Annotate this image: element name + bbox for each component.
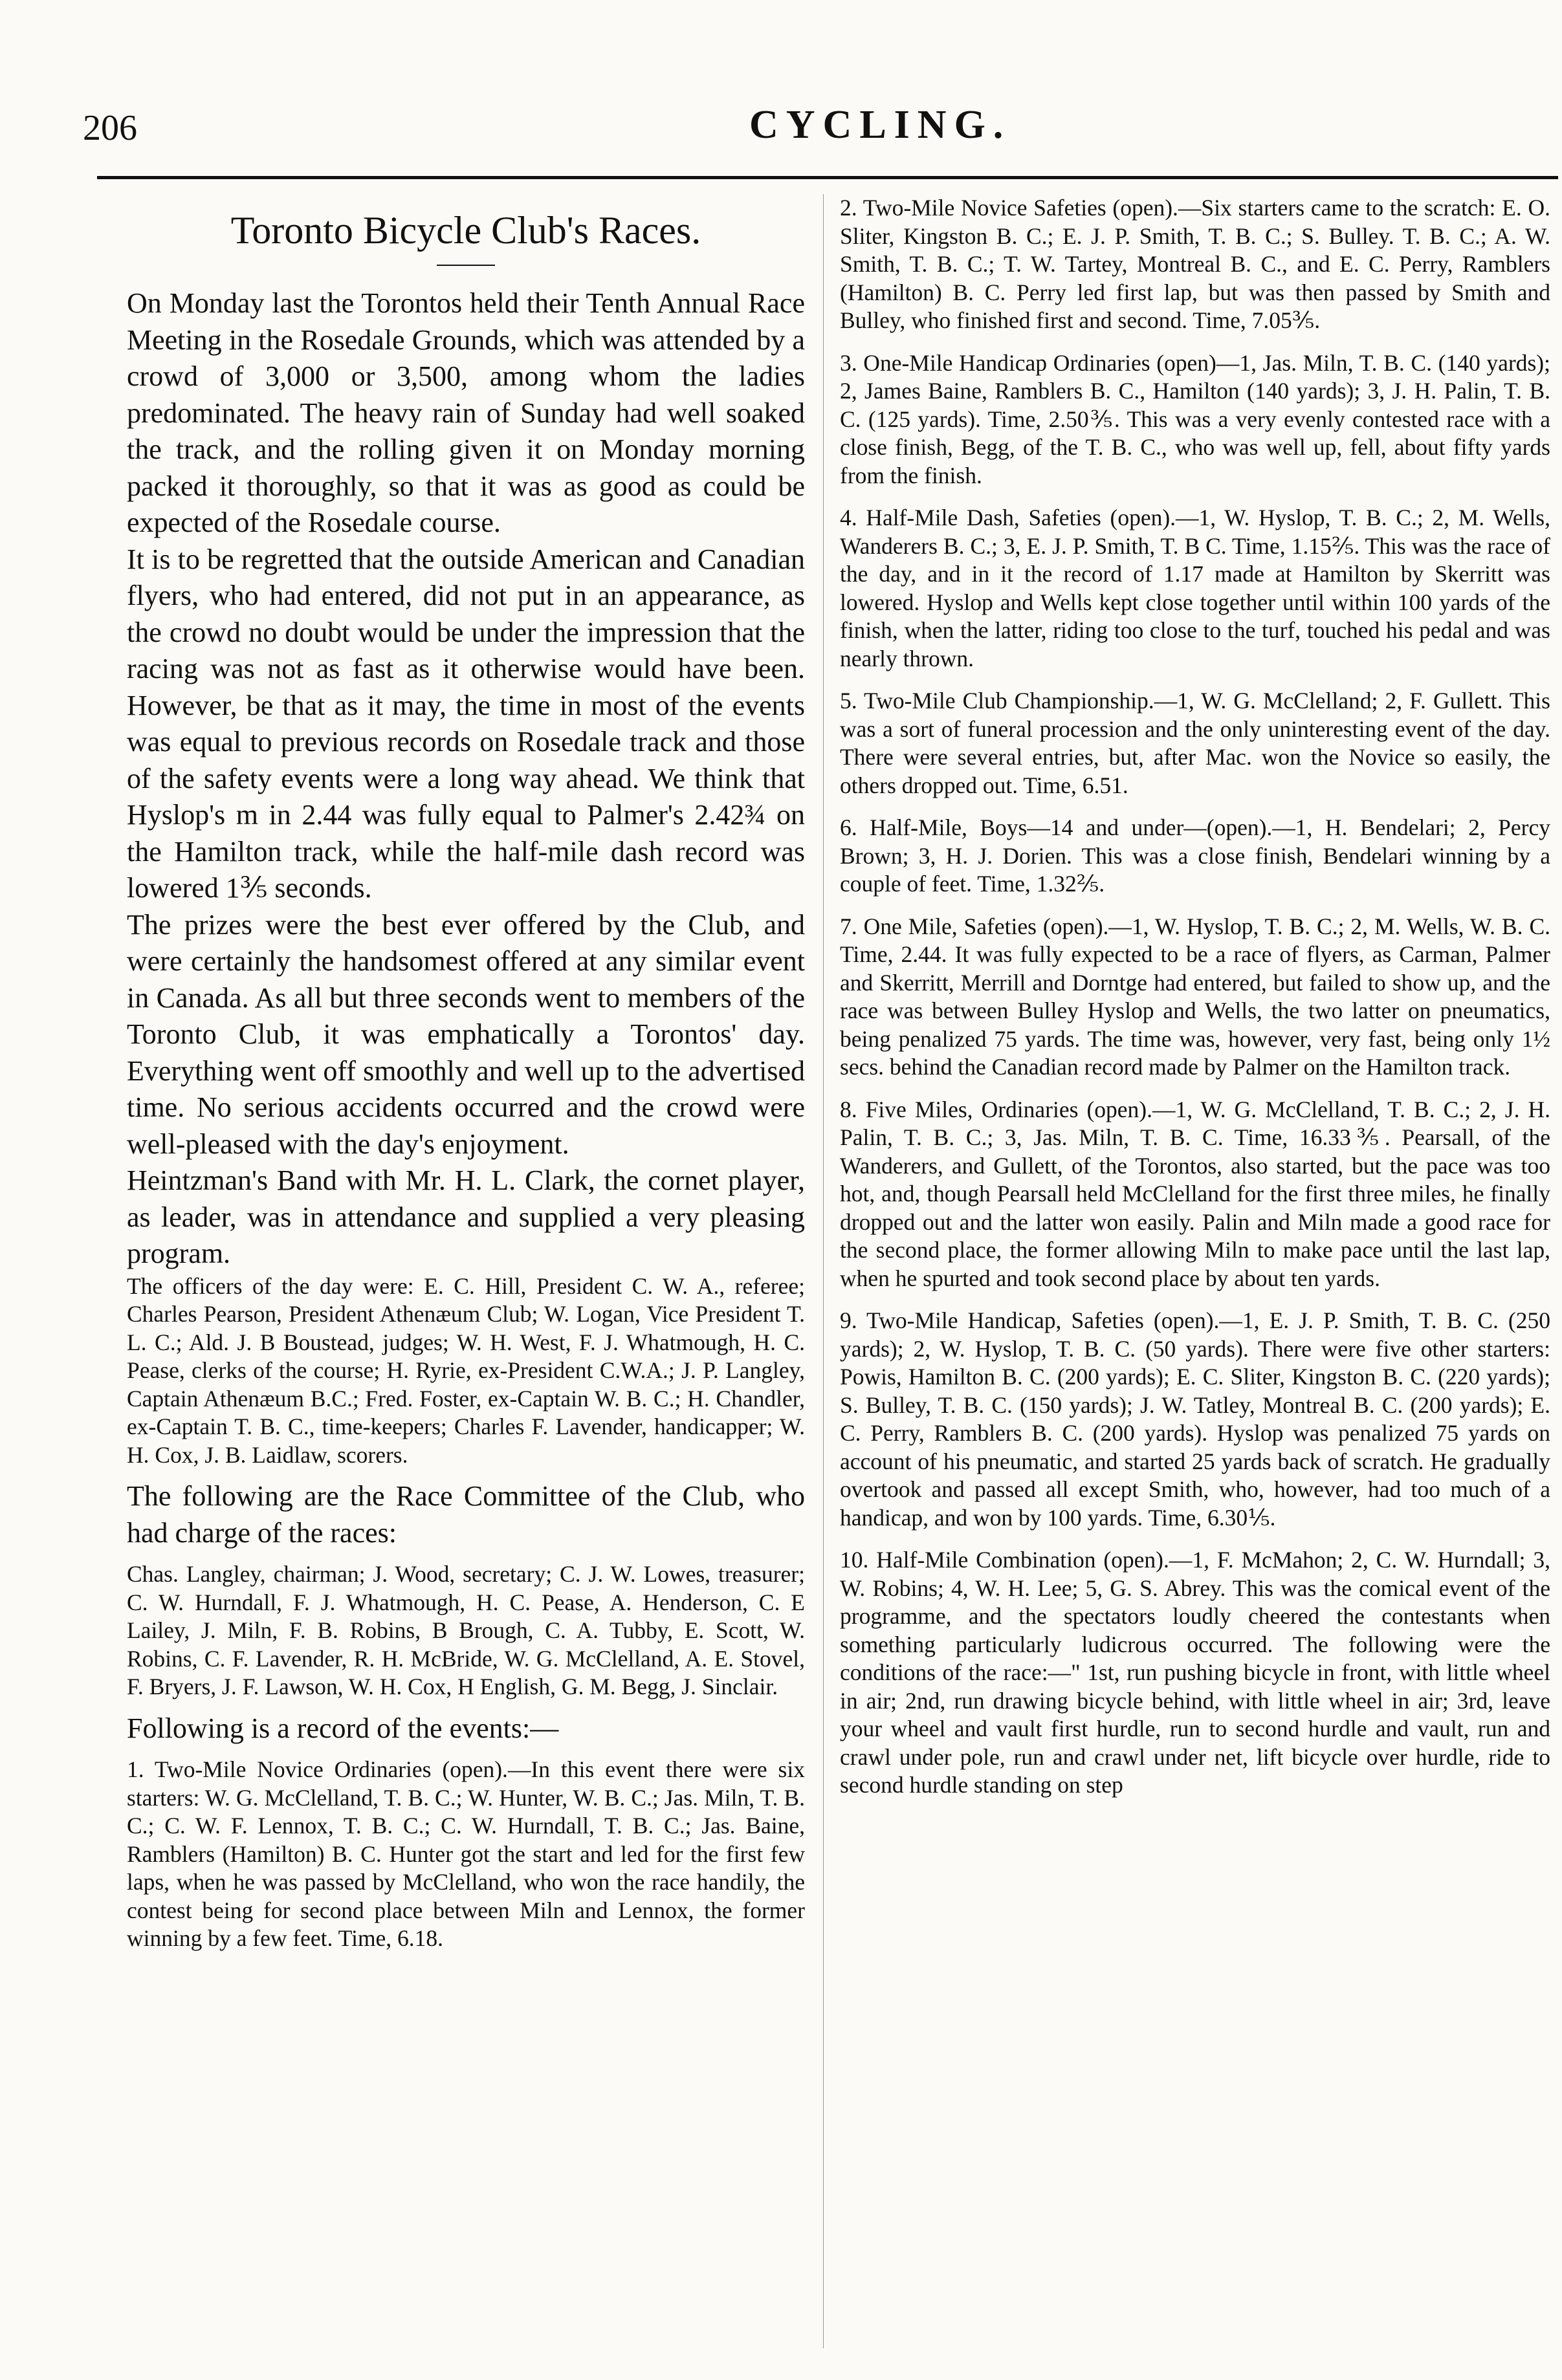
- paragraph-band: Heintzman's Band with Mr. H. L. Clark, the cornet player, as leader, was in attendance and supplied a very pleasing program.: [127, 1164, 805, 1269]
- event-1: 1. Two-Mile Novice Ordinaries (open).—In this event there were six starters: W. G. McClelland, T. B. C.; W. Hunter, W. B. C.; Jas. Miln, T. B. C.; C. W. F. Lennox, T. B. C.; C. W. Hurndall, T. B. C.; Jas. Baine, Ramblers (Hamilton) B. C. Hunter got the start and led for the first few laps, when he was passed by McClelland, who won the race handily, the contest being for second place between Miln and Lennox, the former winning by a few feet. Time, 6.18.: [127, 1756, 805, 1951]
- paragraph-prizes: The prizes were the best ever offered by the Club, and were certainly the handsomest offered at any similar event in Canada. As all but three seconds went to members of the Toronto Club, it was emphatically a Torontos' day. Everything went off smoothly and well up to the advertised time. No serious accidents occurred and the crowd were well-pleased with the day's enjoyment.: [127, 908, 805, 1160]
- event-9: 9. Two-Mile Handicap, Safeties (open).—1, E. J. P. Smith, T. B. C. (250 yards); 2, W. Hyslop, T. B. C. (50 yards). There were five other starters: Powis, Hamilton B. C. (200 yards); E. C. Sliter, Kingston B. C. (220 yards); S. Bulley, T. B. C. (150 yards); J. W. Tatley, Montreal B. C. (200 yards); E. C. Perry, Ramblers B. C. (200 yards). Hyslop was penalized 75 yards on account of his pneumatic, and started 25 yards back of scratch. He gradually overtook and passed all except Smith, who, however, had too much of a handicap, and won by 100 yards. Time, 6.30⅕.: [840, 1307, 1550, 1531]
- right-column: [840, 194, 1550, 1800]
- page-number: 206: [83, 108, 137, 148]
- paragraph-committee: Chas. Langley, chairman; J. Wood, secretary; C. J. W. Lowes, treasurer; C. W. Hurndall, F. J. Whatmough, H. C. Pease, A. Henderson, C. E Lailey, J. Miln, F. B. Robins, B Brough, C. A. Tubby, E. Scott, W. Robins, C. F. Lavender, R. H. McBride, W. G. McClelland, A. E. Stovel, F. Bryers, J. F. Lawson, W. H. Cox, H English, G. M. Begg, J. Sinclair.: [127, 1561, 805, 1699]
- column-divider: [823, 194, 824, 2348]
- left-column: [127, 194, 805, 1953]
- paragraph-officers: The officers of the day were: E. C. Hill, President C. W. A., referee; Charles Pearson, President Athenæum Club; W. Logan, Vice President T. L. C.; Ald. J. B Boustead, judges; W. H. West, F. J. Whatmough, H. C. Pease, clerks of the course; H. Ryrie, ex-President C.W.A.; J. P. Langley, Captain Athenæum B.C.; Fred. Foster, ex-Captain W. B. C.; H. Chandler, ex-Captain T. B. C., time-keepers; Charles F. Lavender, handicapper; W. H. Cox, J. B. Laidlaw, scorers.: [127, 1272, 805, 1468]
- article-title: Toronto Bicycle Club's Races.: [230, 209, 701, 252]
- event-2: 2. Two-Mile Novice Safeties (open).—Six starters came to the scratch: E. O. Sliter, Kingston B. C.; E. J. P. Smith, T. B. C.; S. Bulley. T. B. C.; A. W. Smith, T. B. C.; T. W. Tartey, Montreal B. C., and E. C. Perry, Ramblers (Hamilton) B. C. Perry led first lap, but was then passed by Smith and Bulley, who finished first and second. Time, 7.05⅗.: [840, 195, 1550, 333]
- title-dash: [437, 265, 495, 266]
- event-7: 7. One Mile, Safeties (open).—1, W. Hyslop, T. B. C.; 2, M. Wells, W. B. C. Time, 2.44. It was fully expected to be a race of flyers, as Carman, Palmer and Skerritt, Merrill and Dorntge had entered, but failed to show up, and the race was between Bulley Hyslop and Wells, the two latter on pneumatics, being penalized 75 yards. The time was, however, very fast, being only 1½ secs. behind the Canadian record made by Palmer on the Hamilton track.: [840, 913, 1550, 1080]
- running-head: CYCLING.: [749, 103, 1011, 147]
- paragraph-record-intro: Following is a record of the events:—: [127, 1712, 559, 1744]
- paragraph-flyers: It is to be regretted that the outside American and Canadian flyers, who had entered, did not put in an appearance, as the crowd no doubt would be under the impression that the racing was not as fast as it otherwise would have been. However, be that as it may, the time in most of the events was equal to previous records on Rosedale track and those of the safety events were a long way ahead. We think that Hyslop's m in 2.44 was fully equal to Palmer's 2.42¾ on the Hamilton track, while the half-mile dash record was lowered 1⅗ seconds.: [127, 543, 805, 904]
- event-3: 3. One-Mile Handicap Ordinaries (open)—1, Jas. Miln, T. B. C. (140 yards); 2, James Baine, Ramblers B. C., Hamilton (140 yards); 3, J. H. Palin, T. B. C. (125 yards). Time, 2.50⅗. This was a very evenly contested race with a close finish, Begg, of the T. B. C., who was well up, fell, about fifty yards from the finish.: [840, 349, 1550, 488]
- paragraph-committee-intro: The following are the Race Committee of the Club, who had charge of the races:: [127, 1480, 805, 1549]
- event-8: 8. Five Miles, Ordinaries (open).—1, W. G. McClelland, T. B. C.; 2, J. H. Palin, T. B. C.; 3, Jas. Miln, T. B. C. Time, 16.33⅗. Pearsall, of the Wanderers, and Gullett, of the Torontos, also started, but the pace was too hot, and, though Pearsall held McClelland for the first three miles, he finally dropped out and the latter won easily. Palin and Miln made a good race for the second place, the former allowing Miln to make pace until the last lap, when he spurted and took second place by about ten yards.: [840, 1096, 1550, 1291]
- event-10: 10. Half-Mile Combination (open).—1, F. McMahon; 2, C. W. Hurndall; 3, W. Robins; 4, W. H. Lee; 5, G. S. Abrey. This was the comical event of the programme, and the spectators loudly cheered the contestants when something particularly ludicrous occurred. The following were the conditions of the race:—" 1st, run pushing bicycle in front, with little wheel in air; 2nd, run drawing bicycle behind, with little wheel in air; 3rd, leave your wheel and vault first hurdle, run to second hurdle and vault, run and crawl under pole, run and crawl under net, lift bicycle over hurdle, ride to second hurdle standing on step: [840, 1547, 1550, 1798]
- event-6: 6. Half-Mile, Boys—14 and under—(open).—1, H. Bendelari; 2, Percy Brown; 3, H. J. Dorien. This was a close finish, Bendelari winning by a couple of feet. Time, 1.32⅖.: [840, 814, 1550, 897]
- event-4: 4. Half-Mile Dash, Safeties (open).—1, W. Hyslop, T. B. C.; 2, M. Wells, Wanderers B. C.; 3, E. J. P. Smith, T. B C. Time, 1.15⅖. This was the race of the day, and in it the record of 1.17 made at Hamilton by Skerritt was lowered. Hyslop and Wells kept close together until within 100 yards of the finish, when the latter, riding too close to the turf, touched his pedal and was nearly thrown.: [840, 505, 1550, 671]
- paragraph-opening: On Monday last the Torontos held their Tenth Annual Race Meeting in the Rosedale Grounds, which was attended by a crowd of 3,000 or 3,500, among whom the ladies predominated. The heavy rain of Sunday had well soaked the track, and the rolling given it on Monday morning packed it thoroughly, so that it was as good as could be expected of the Rosedale course.: [127, 287, 805, 538]
- event-5: 5. Two-Mile Club Championship.—1, W. G. McClelland; 2, F. Gullett. This was a sort of funeral procession and the only uninteresting event of the day. There were several entries, but, after Mac. won the Novice so easily, the others dropped out. Time, 6.51.: [840, 688, 1550, 798]
- header-rule: [97, 176, 1558, 179]
- page-header: [83, 102, 1562, 154]
